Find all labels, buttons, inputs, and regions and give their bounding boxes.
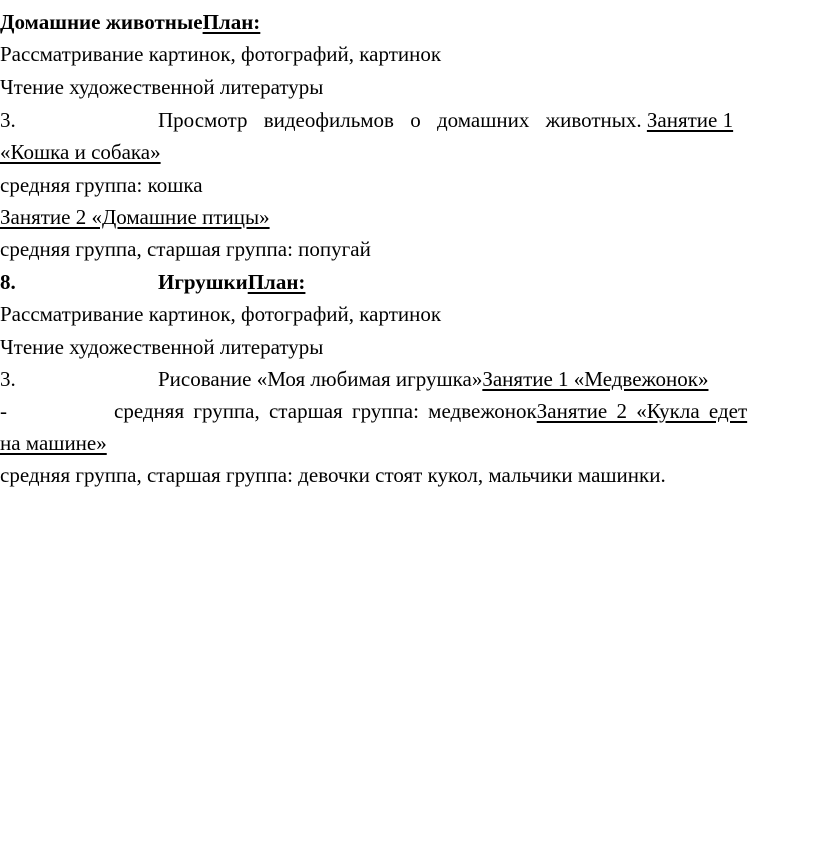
section2-lesson1-groups-line [0, 398, 747, 424]
section1-item3-line [0, 107, 733, 133]
section2-heading: Игрушки [158, 270, 248, 294]
section1-lesson2-title-line [0, 204, 270, 230]
section1-heading-line [0, 9, 260, 35]
section2-lesson2-title-part2: на машине» [0, 431, 107, 455]
section1-item1: Рассматривание картинок, фотографий, картинок [0, 42, 442, 66]
section1-item3-number: 3. [0, 108, 16, 132]
section2-lesson2-groups: средняя группа, старшая группа: девочки стоят кукол, мальчики машинки. [0, 463, 666, 487]
section1-heading: Домашние животные [0, 10, 203, 34]
section2-item2: Чтение художественной литературы [0, 335, 324, 359]
section1-lesson1-title-line2 [0, 139, 161, 165]
section2-number: 8. [0, 270, 16, 294]
section1-item3-text: Просмотр видеофильмов о домашних животных. [158, 108, 642, 132]
section2-heading-line [0, 269, 305, 295]
section1-lesson2-title: Занятие 2 «Домашние птицы» [0, 205, 270, 229]
section2-item1: Рассматривание картинок, фотографий, картинок [0, 302, 442, 326]
section2-dash: - [0, 399, 7, 423]
section2-lesson2-title-part1: Занятие 2 «Кукла едет [536, 399, 748, 423]
section2-lesson2-title-line2 [0, 430, 107, 456]
section1-item2: Чтение художественной литературы [0, 75, 324, 99]
section1-lesson1-title-part2: «Кошка и собака» [0, 140, 161, 164]
section1-lesson1-groups: средняя группа: кошка [0, 173, 203, 197]
section2-item3-number: 3. [0, 367, 16, 391]
section1-lesson1-title-part1: Занятие 1 [646, 108, 734, 132]
section2-lesson1-groups: средняя группа, старшая группа: медвежонок [114, 399, 537, 423]
section1-lesson2-groups: средняя группа, старшая группа: попугай [0, 237, 371, 261]
section2-plan-label: План: [247, 270, 306, 294]
section2-item3-line [0, 366, 708, 392]
section2-lesson1-title: Занятие 1 «Медвежонок» [482, 367, 709, 391]
section2-item3-text: Рисование «Моя любимая игрушка» [158, 367, 483, 391]
section1-plan-label: План: [202, 10, 261, 34]
